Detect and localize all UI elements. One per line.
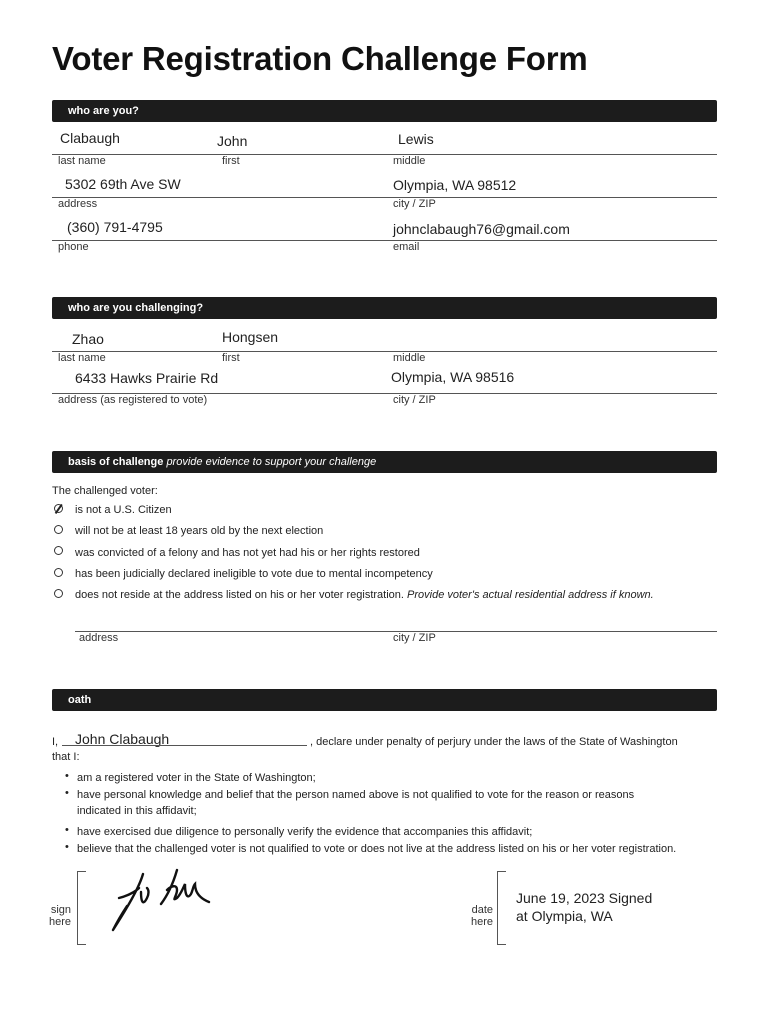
radio-not-citizen[interactable] bbox=[54, 504, 63, 513]
oath-bullet-2: have personal knowledge and belief that the person named above is not qualified to vote for the reason or reasons bbox=[77, 789, 635, 801]
section-header-oath: oath bbox=[52, 689, 717, 711]
challenged-last-name-field[interactable]: Zhao bbox=[72, 331, 104, 347]
date-field-line2[interactable]: at Olympia, WA bbox=[516, 908, 613, 924]
section-header-basis bbox=[52, 451, 717, 473]
basis-intro: The challenged voter: bbox=[52, 485, 158, 497]
radio-incompetency[interactable] bbox=[54, 568, 63, 577]
middle-name-field[interactable]: Lewis bbox=[398, 131, 434, 147]
signature-image[interactable] bbox=[105, 868, 225, 938]
oath-that: that I: bbox=[52, 751, 80, 763]
basis-header-text: basis of challenge bbox=[68, 456, 164, 468]
date-label-line1: date bbox=[471, 904, 493, 916]
option-not-reside-label: does not reside at the address listed on his or her voter registration. bbox=[75, 589, 404, 601]
label-actual-city: city / ZIP bbox=[393, 632, 436, 644]
label-first: first bbox=[222, 155, 240, 167]
sign-bracket bbox=[77, 871, 86, 945]
date-label-line2: here bbox=[470, 916, 493, 928]
challenged-address-field[interactable]: 6433 Hawks Prairie Rd bbox=[75, 370, 219, 386]
rule bbox=[52, 197, 717, 198]
oath-bullet-4: believe that the challenged voter is not qualified to vote or does not live at the address listed on his or her voter registration. bbox=[77, 843, 677, 855]
label-actual-address: address bbox=[79, 632, 119, 644]
option-felony: was convicted of a felony and has not yet had his or her rights restored bbox=[75, 547, 420, 559]
form-title: Voter Registration Challenge Form bbox=[52, 40, 588, 77]
oath-bullet-1: am a registered voter in the State of Washington; bbox=[77, 772, 316, 784]
option-incompetency: has been judicially declared ineligible to vote due to mental incompetency bbox=[75, 568, 433, 580]
rule bbox=[52, 351, 717, 352]
section-header-challenged: who are you challenging? bbox=[52, 297, 717, 319]
city-zip-field[interactable]: Olympia, WA 98512 bbox=[393, 177, 517, 193]
label-city: city / ZIP bbox=[393, 394, 436, 406]
option-not-reside-note: Provide voter's actual residential address if known. bbox=[407, 589, 654, 601]
option-underage: will not be at least 18 years old by the next election bbox=[75, 525, 324, 537]
oath-bullet-2-cont: indicated in this affidavit; bbox=[77, 805, 197, 817]
label-middle: middle bbox=[393, 352, 426, 364]
date-field-line1[interactable]: June 19, 2023 Signed bbox=[516, 890, 653, 906]
last-name-field[interactable]: Clabaugh bbox=[60, 130, 120, 146]
first-name-field[interactable]: John bbox=[217, 133, 248, 149]
section-header-who: who are you? bbox=[52, 100, 717, 122]
label-city: city / ZIP bbox=[393, 198, 436, 210]
oath-bullet-3: have exercised due diligence to personally verify the evidence that accompanies this affidavit; bbox=[77, 826, 533, 838]
radio-felony[interactable] bbox=[54, 546, 63, 555]
oath-name-line bbox=[62, 745, 307, 746]
phone-field[interactable]: (360) 791-4795 bbox=[67, 219, 163, 235]
label-address: address bbox=[58, 198, 98, 210]
sign-label-line1: sign bbox=[50, 904, 71, 916]
date-here-label bbox=[466, 904, 493, 928]
rule bbox=[52, 154, 717, 155]
label-phone: phone bbox=[58, 241, 89, 253]
address-field[interactable]: 5302 69th Ave SW bbox=[65, 176, 181, 192]
label-email: email bbox=[393, 241, 420, 253]
label-last-name: last name bbox=[58, 155, 106, 167]
option-not-citizen: is not a U.S. Citizen bbox=[75, 504, 172, 516]
bullet: • bbox=[65, 841, 69, 853]
radio-underage[interactable] bbox=[54, 525, 63, 534]
option-not-reside bbox=[75, 589, 654, 601]
basis-header-note: provide evidence to support your challenge bbox=[166, 456, 377, 468]
sign-here-label bbox=[44, 904, 71, 928]
date-bracket bbox=[497, 871, 506, 945]
label-middle: middle bbox=[393, 155, 426, 167]
oath-declare: , declare under penalty of perjury under the laws of the State of Washington bbox=[310, 736, 678, 748]
bullet: • bbox=[65, 770, 69, 782]
label-first: first bbox=[222, 352, 240, 364]
challenged-city-zip-field[interactable]: Olympia, WA 98516 bbox=[391, 369, 515, 385]
oath-name-field[interactable]: John Clabaugh bbox=[75, 731, 170, 747]
sign-label-line2: here bbox=[48, 916, 71, 928]
bullet: • bbox=[65, 787, 69, 799]
oath-prefix: I, bbox=[52, 736, 59, 748]
label-last-name: last name bbox=[58, 352, 106, 364]
label-address-registered: address (as registered to vote) bbox=[58, 394, 208, 406]
rule bbox=[52, 240, 717, 241]
challenged-first-name-field[interactable]: Hongsen bbox=[222, 329, 279, 345]
email-field[interactable]: johnclabaugh76@gmail.com bbox=[393, 221, 570, 237]
bullet: • bbox=[65, 824, 69, 836]
radio-not-reside[interactable] bbox=[54, 589, 63, 598]
